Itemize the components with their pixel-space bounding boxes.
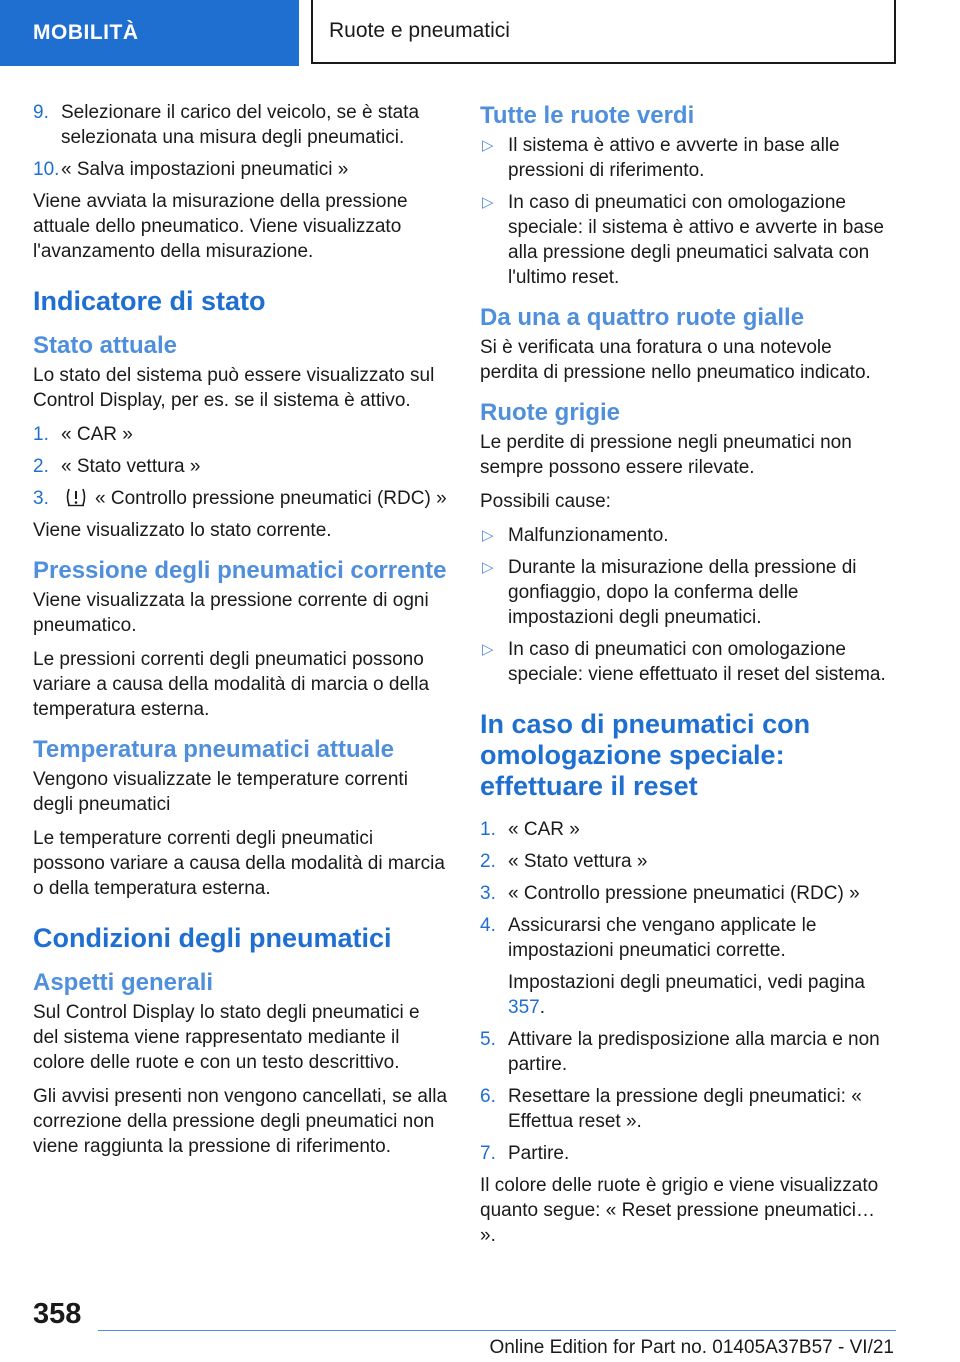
subsection-heading: Pressione degli pneumatici corrente — [33, 557, 447, 584]
paragraph: Le temperature correnti degli pneumatici possono variare a causa della modalità di marcia o della temperatura esterna. — [33, 828, 445, 899]
step-text: « Stato vettura » — [508, 851, 648, 872]
bullet-icon: ▷ — [482, 641, 494, 658]
list-item — [33, 454, 448, 479]
tire-pressure-warning-icon — [65, 487, 87, 507]
step-text: Attivare la predisposizione alla marcia e non partire. — [508, 1029, 880, 1075]
page-header — [0, 0, 960, 66]
subsection-heading: Aspetti generali — [33, 969, 214, 996]
footer-divider — [98, 1330, 896, 1331]
bullet-text: Il sistema è attivo e avverte in base alle pressioni di riferimento. — [508, 135, 840, 181]
list-item — [480, 881, 895, 906]
edition-label: Online Edition for Part no. 01405A37B57 - VI/21 — [489, 1337, 894, 1358]
page-number: 358 — [33, 1298, 82, 1330]
bullet-text: In caso di pneumatici con omologazione speciale: il sistema è attivo e avverte in base alla pressione degli pneumatici salvata con l'ultimo reset. — [508, 192, 884, 288]
list-item — [480, 913, 895, 963]
page-reference-link[interactable]: 357 — [508, 997, 540, 1018]
step-number: 4. — [480, 915, 496, 936]
step-number: 2. — [480, 851, 496, 872]
step-number: 10. — [33, 159, 60, 180]
subsection-heading: Tutte le ruote verdi — [480, 102, 695, 129]
list-item — [480, 817, 895, 842]
paragraph: Viene visualizzato lo stato corrente. — [33, 520, 332, 541]
step-text: Partire. — [508, 1143, 570, 1164]
bullet-text: Malfunzionamento. — [508, 525, 669, 546]
step-number: 3. — [33, 488, 49, 509]
bullet-icon: ▷ — [482, 194, 494, 211]
step-note — [480, 970, 895, 1020]
left-column — [33, 100, 448, 1168]
bullet-icon: ▷ — [482, 559, 494, 576]
list-item — [480, 1027, 895, 1077]
list-item — [480, 190, 895, 290]
paragraph: Si è verificata una foratura o una notevole perdita di pressione nello pneumatico indicato. — [480, 337, 871, 383]
step-text: « CAR » — [61, 424, 133, 445]
step-text: « Controllo pressione pneumatici (RDC) » — [508, 883, 860, 904]
step-text: « Stato vettura » — [61, 456, 201, 477]
step-number: 2. — [33, 456, 49, 477]
subsection-heading: Stato attuale — [33, 332, 178, 359]
subsection-heading: Da una a quattro ruote gialle — [480, 304, 805, 331]
chapter-title: Ruote e pneumatici — [311, 0, 896, 64]
step-note-end: . — [539, 997, 545, 1018]
step-number: 9. — [33, 102, 49, 123]
list-item — [33, 486, 448, 511]
step-text: « CAR » — [508, 819, 580, 840]
step-number: 5. — [480, 1029, 496, 1050]
list-item — [480, 133, 895, 183]
bullet-icon: ▷ — [482, 527, 494, 544]
list-item — [33, 157, 448, 182]
right-column — [480, 100, 895, 1257]
step-number: 3. — [480, 883, 496, 904]
list-item — [33, 422, 448, 447]
paragraph: Sul Control Display lo stato degli pneumatici e del sistema viene rappresentato mediante il colore delle ruote e con un testo descrittivo. — [33, 1002, 420, 1073]
step-number: 1. — [33, 424, 49, 445]
step-text: « Salva impostazioni pneumatici » — [61, 159, 349, 180]
bullet-text: Durante la misurazione della pressione di gonfiaggio, dopo la conferma delle impostazioni degli pneumatici. — [508, 557, 857, 628]
paragraph: Gli avvisi presenti non vengono cancellati, se alla correzione della pressione degli pneumatici non viene raggiunta la pressione di riferimento. — [33, 1086, 448, 1157]
bullet-icon: ▷ — [482, 137, 494, 154]
step-text: « Controllo pressione pneumatici (RDC) » — [95, 488, 447, 509]
section-heading: Condizioni degli pneumatici — [33, 923, 392, 953]
bullet-text: In caso di pneumatici con omologazione speciale: viene effettuato il reset del sistema. — [508, 639, 886, 685]
subsection-heading: Temperatura pneumatici attuale — [33, 736, 394, 763]
step-number: 6. — [480, 1086, 496, 1107]
step-text: Resettare la pressione degli pneumatici: « Effettua reset ». — [508, 1086, 862, 1132]
section-heading: In caso di pneumatici con omologazione speciale: effettuare il reset — [480, 709, 811, 801]
section-tab: MOBILITÀ — [0, 0, 299, 66]
section-heading: Indicatore di stato — [33, 286, 266, 316]
list-item — [480, 523, 895, 548]
list-item — [480, 1084, 895, 1134]
list-item — [480, 849, 895, 874]
list-item — [480, 1141, 895, 1166]
paragraph: Possibili cause: — [480, 491, 611, 512]
step-note-text: Impostazioni degli pneumatici, vedi pagina — [508, 972, 865, 993]
step-text: Assicurarsi che vengano applicate le impostazioni pneumatici corrette. — [508, 915, 817, 961]
paragraph: Viene avviata la misurazione della pressione attuale dello pneumatico. Viene visualizzato l'avanzamento della misurazione. — [33, 191, 408, 262]
paragraph: Il colore delle ruote è grigio e viene visualizzato quanto segue: « Reset pressione pneumatici… ». — [480, 1175, 879, 1246]
subsection-heading: Ruote grigie — [480, 399, 621, 426]
list-item — [480, 637, 895, 687]
paragraph: Vengono visualizzate le temperature correnti degli pneumatici — [33, 769, 408, 815]
step-number: 7. — [480, 1143, 496, 1164]
list-item — [33, 100, 448, 150]
paragraph: Lo stato del sistema può essere visualizzato sul Control Display, per es. se il sistema è attivo. — [33, 365, 435, 411]
paragraph: Le perdite di pressione negli pneumatici non sempre possono essere rilevate. — [480, 432, 852, 478]
paragraph: Le pressioni correnti degli pneumatici possono variare a causa della modalità di marcia o della temperatura esterna. — [33, 649, 430, 720]
list-item — [480, 555, 895, 630]
step-text: Selezionare il carico del veicolo, se è stata selezionata una misura degli pneumatici. — [61, 102, 420, 148]
paragraph: Viene visualizzata la pressione corrente di ogni pneumatico. — [33, 590, 429, 636]
step-number: 1. — [480, 819, 496, 840]
